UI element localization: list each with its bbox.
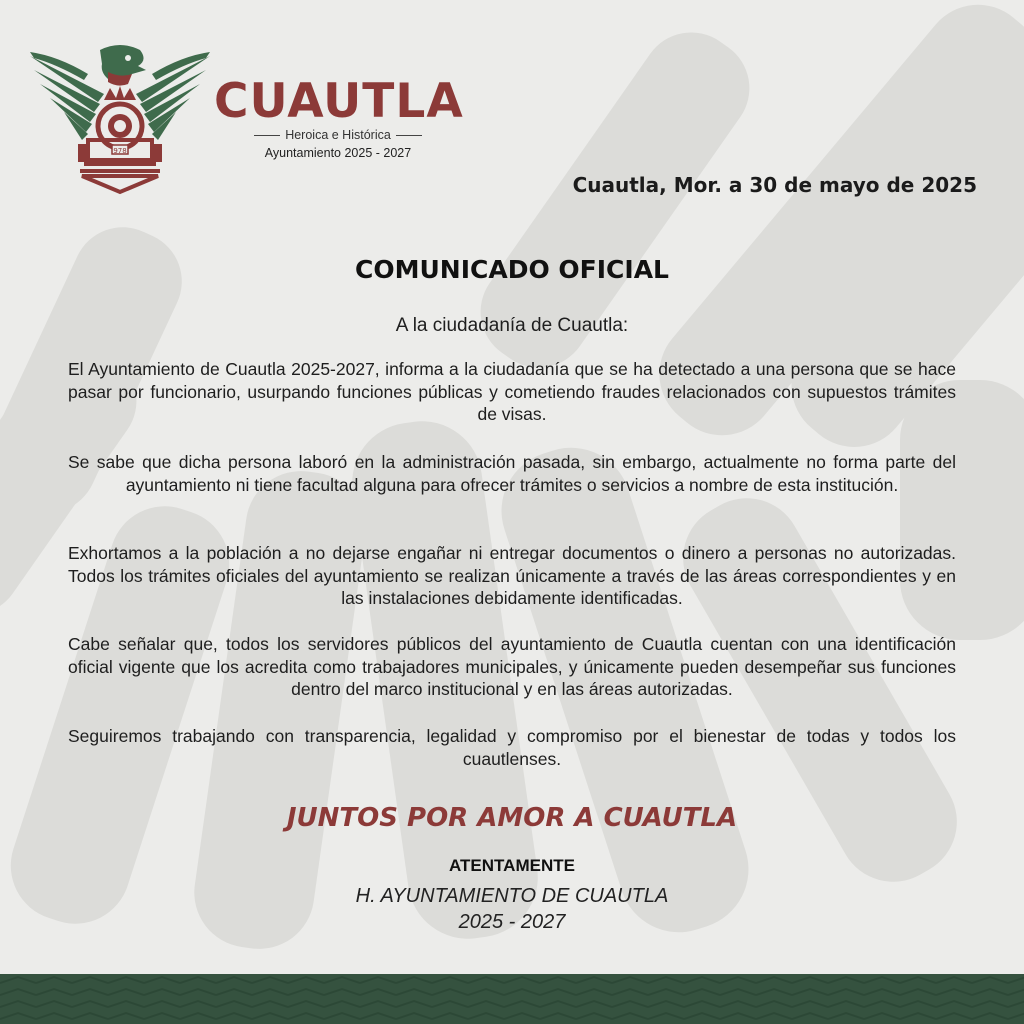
closing-label: ATENTAMENTE	[449, 856, 575, 875]
tagline-rule-right	[396, 135, 422, 136]
signatory-term: 2025 - 2027	[458, 911, 566, 933]
salutation: A la ciudadanía de Cuautla:	[395, 315, 629, 336]
municipality-tagline	[254, 128, 422, 142]
body-paragraph-2: Se sabe que dicha persona laboró en la administración pasada, sin embargo, actualmente no forma parte del ayuntamiento ni tiene facultad alguna para ofrecer trámites o servicios a nombre de esta institución.	[68, 452, 956, 495]
municipal-header	[28, 44, 468, 200]
tagline-rule-left	[254, 135, 280, 136]
body-paragraph-4: Cabe señalar que, todos los servidores públicos del ayuntamiento de Cuautla cuentan con una identificación oficial vigente que los acredita como trabajadores municipales, y únicamente pueden desempeñar sus funciones dentro del marco institucional y en las áreas autorizadas.	[68, 634, 956, 699]
footer-decorative-band	[0, 974, 1024, 1024]
signatory-name: H. AYUNTAMIENTO DE CUAUTLA	[355, 885, 669, 907]
left-wing-icon	[30, 52, 104, 140]
administration-term: Ayuntamiento 2025 - 2027	[264, 146, 412, 160]
cuautla-eagle-emblem-logo	[28, 44, 212, 196]
crown-icon	[104, 86, 136, 100]
tagline-text: Heroica e Histórica	[285, 128, 391, 142]
municipality-name: CUAUTLA	[214, 74, 464, 129]
emblem-badge-text: 978	[113, 147, 127, 155]
body-paragraph-3: Exhortamos a la población a no dejarse engañar ni entregar documentos o dinero a personas no autorizadas. Todos los trámites oficiales del ayuntamiento se realizan únicamente a través de las áreas correspondientes y en las instalaciones debidamente identificadas.	[68, 543, 956, 608]
eagle-head-icon	[100, 45, 146, 86]
document-title: COMUNICADO OFICIAL	[355, 255, 669, 284]
body-paragraph-1: El Ayuntamiento de Cuautla 2025-2027, informa a la ciudadanía que se ha detectado a una persona que se hace pasar por funcionario, usurpando funciones públicas y cometiendo fraudes relacionados con supuestos trámites de visas.	[68, 359, 956, 424]
campaign-slogan: JUNTOS POR AMOR A CUAUTLA	[286, 803, 738, 833]
right-wing-icon	[136, 52, 210, 140]
signatory-block	[0, 883, 1024, 935]
body-paragraph-5: Seguiremos trabajando con transparencia, legalidad y compromiso por el bienestar de todas y todos los cuautlenses.	[68, 726, 956, 769]
date-line: Cuautla, Mor. a 30 de mayo de 2025	[572, 173, 977, 197]
